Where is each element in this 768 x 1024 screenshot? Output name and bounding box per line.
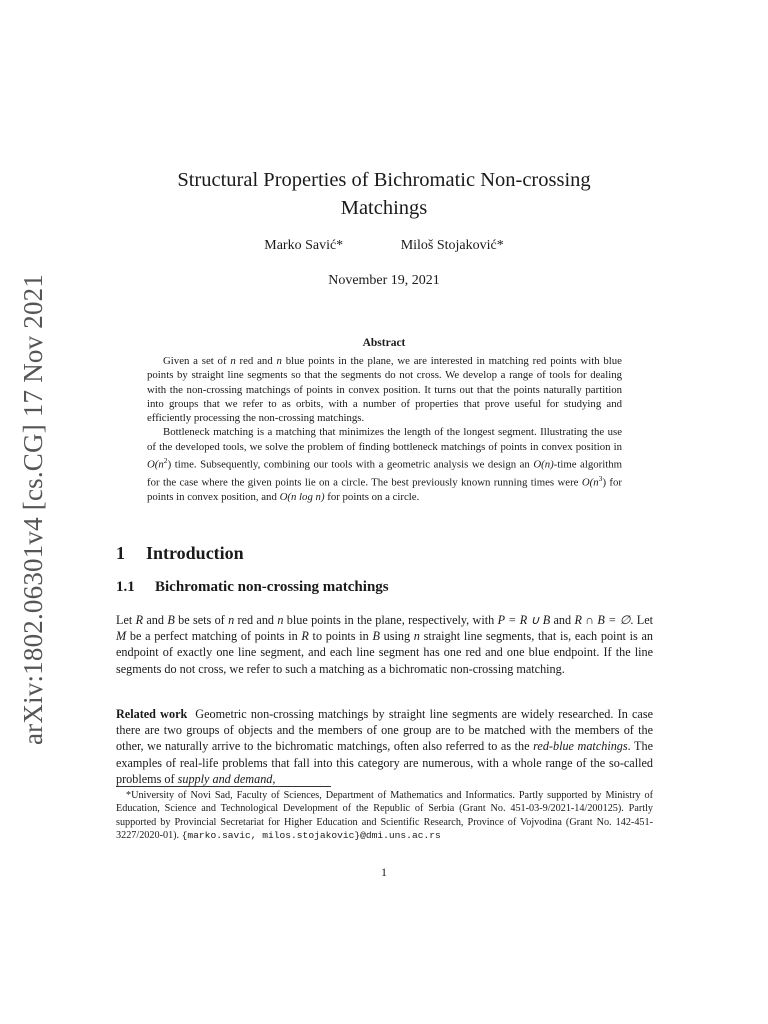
paragraph-lead: Related work bbox=[116, 707, 188, 721]
author-list bbox=[0, 238, 768, 254]
paper-date: November 19, 2021 bbox=[328, 273, 440, 288]
author-emails: {marko.savic, milos.stojakovic}@dmi.uns.ac.rs bbox=[181, 830, 441, 842]
subsection-heading: 1.1 Bichromatic non-crossing matchings bbox=[116, 579, 389, 595]
section-heading: 1 Introduction bbox=[116, 543, 244, 563]
author-name: Marko Savić* bbox=[264, 238, 344, 253]
abstract-paragraph: Bottleneck matching is a matching that minimizes the length of the longest segment. Illustrating the use of the developed tools, we solve the problem of finding bottleneck matchings of points in convex position in $O(n^2)$ time. Subsequently, combining our tools with a geometric analysis we design an O(n)-time algorithm for the case where the given points lie on a circle. The best previously known running times were $O(n^3)$ for points in convex position, and O(n log n) for points on a circle. bbox=[147, 426, 623, 503]
abstract-heading: Abstract bbox=[362, 337, 406, 349]
footnote-rule bbox=[116, 786, 331, 787]
paper-title: Structural Properties of Bichromatic Non-crossing Matchings bbox=[177, 169, 591, 219]
author-name: Miloš Stojaković* bbox=[400, 238, 504, 253]
abstract-body bbox=[147, 354, 622, 504]
abstract-paragraph: Given a set of n red and n blue points in the plane, we are interested in matching red points with blue points by straight line segments so that the segments do not cross. We develop a range of tools for dealing with the non-crossing matchings of points in convex position. It turns out that the points naturally partition into groups that we refer to as orbits, with a number of properties that prove useful for studying and efficiently processing the non-crossing matchings. bbox=[147, 355, 622, 425]
body-paragraph: Related work Geometric non-crossing matchings by straight line segments are widely researched. In case there are two groups of objects and the members of one group are to be matched with the members of the other, we naturally arrive to the bichromatic matchings, often also referred to as the red-blue matchings. The examples of real-life problems that fall into this category are numerous, with a whole range of the so-called problems of supply and demand, bbox=[116, 707, 653, 786]
page-number: 1 bbox=[381, 865, 387, 879]
footnote: *University of Novi Sad, Faculty of Sciences, Department of Mathematics and Informatics. Partly supported by Ministry of Education, Science and Technological Development of the Republic of Serbia (Grant No. 451-03-9/2021-14/200125). Partly supported by Provincial Secretariat for Higher Education and Scientific Research, Province of Vojvodina (Grant No. 142-451-3227/2020-01). {marko.savic, milos.stojakovic}@dmi.uns.ac.rs bbox=[116, 790, 653, 842]
arxiv-identifier-stamp: arXiv:1802.06301v4 [cs.CG] 17 Nov 2021 bbox=[18, 273, 48, 745]
body-paragraph: Let R and B be sets of n red and n blue points in the plane, respectively, with P = R ∪ B and R ∩ B = ∅. Let M be a perfect matching of points in R to points in B using n straight line segments, that is, each point is an endpoint of exactly one line segment, and each line segment has one red and one blue endpoint. If the line segments do not cross, we refer to such a matching as a bichromatic non-crossing matching. bbox=[116, 613, 653, 676]
